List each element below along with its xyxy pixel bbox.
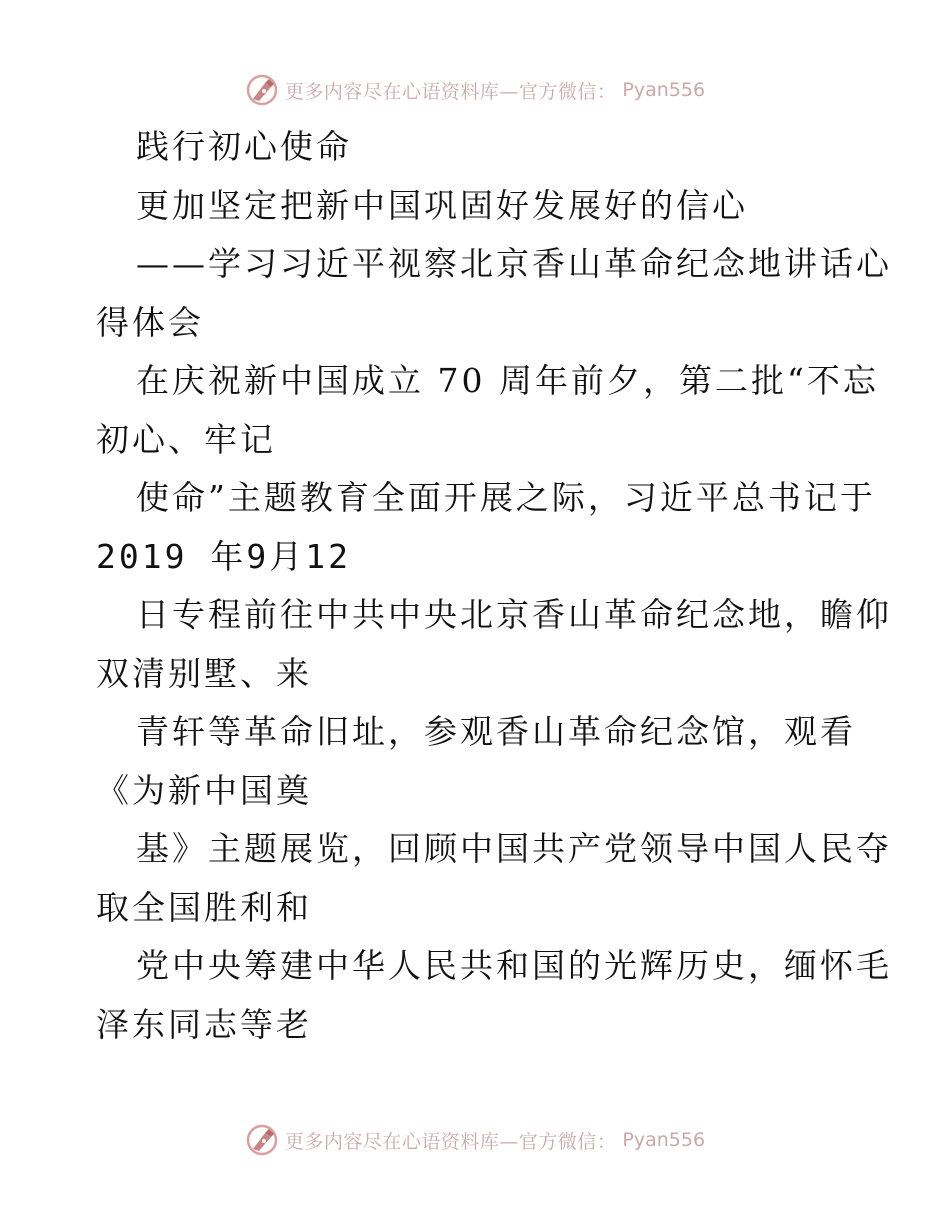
footer-watermark bbox=[0, 1120, 950, 1160]
paragraph-line: 党中央筹建中华人民共和国的光辉历史，缅怀毛 bbox=[136, 946, 892, 985]
document-body bbox=[96, 118, 892, 1054]
paragraph-line: 基》主题展览，回顾中国共产党领导中国人民夺 bbox=[136, 829, 892, 868]
watermark-text: 更多内容尽在心语资料库—官方微信： bbox=[284, 1130, 617, 1153]
paragraph-line: 青轩等革命旧址，参观香山革命纪念馆，观看 bbox=[136, 712, 856, 751]
paragraph-line: 使命”主题教育全面开展之际，习近平总书记于 bbox=[136, 478, 876, 517]
pen-nib-logo-icon bbox=[245, 73, 279, 107]
header-watermark bbox=[0, 70, 950, 110]
pen-nib-logo-icon bbox=[245, 1123, 279, 1157]
paragraph-line: 初心、牢记 bbox=[96, 419, 276, 459]
paragraph-line: 2019 年9月12 bbox=[96, 536, 351, 576]
paragraph-line: 取全国胜利和 bbox=[96, 887, 312, 927]
doc-heading-line: ——学习习近平视察北京香山革命纪念地讲话心 bbox=[136, 244, 892, 283]
paragraph-line: 《为新中国奠 bbox=[96, 770, 312, 810]
watermark-wechat-id: Pyan556 bbox=[622, 1129, 706, 1151]
paragraph-line: 日专程前往中共中央北京香山革命纪念地，瞻仰 bbox=[136, 595, 892, 634]
paragraph-line: 双清别墅、来 bbox=[96, 653, 312, 693]
watermark-text: 更多内容尽在心语资料库—官方微信： bbox=[284, 80, 617, 103]
paragraph-line: 泽东同志等老 bbox=[96, 1004, 312, 1044]
paragraph-line: 在庆祝新中国成立 70 周年前夕，第二批“不忘 bbox=[136, 361, 879, 400]
doc-heading-line: 得体会 bbox=[96, 302, 204, 342]
doc-title: 践行初心使命 bbox=[136, 127, 352, 166]
watermark-wechat-id: Pyan556 bbox=[622, 79, 706, 101]
doc-subtitle: 更加坚定把新中国巩固好发展好的信心 bbox=[136, 185, 748, 225]
